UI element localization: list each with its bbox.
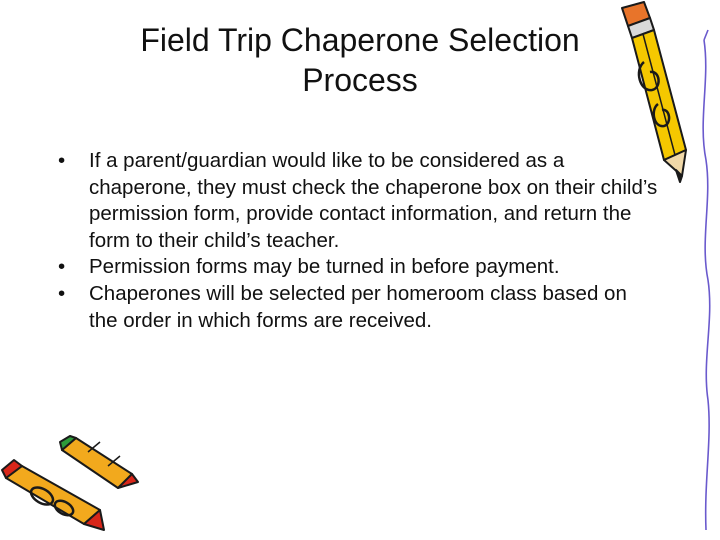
bullet-text: Chaperones will be selected per homeroom class based on the order in which forms are received. <box>89 281 627 332</box>
bullet-item <box>58 281 658 334</box>
slide-title: Field Trip Chaperone Selection Process <box>140 22 580 98</box>
bullet-marker: • <box>58 255 66 279</box>
bullet-list <box>58 148 658 334</box>
pencil-icon <box>600 0 720 540</box>
bullet-text: If a parent/guardian would like to be considered as a chaperone, they must check the chaperone box on their child’s permission form, provide contact information, and return the form to their child’s teacher. <box>89 149 658 252</box>
bullet-text: Permission forms may be turned in before payment. <box>89 255 560 279</box>
bullet-item <box>58 148 658 254</box>
bullet-item <box>58 254 658 281</box>
crayons-icon <box>0 430 140 540</box>
bullet-marker: • <box>58 281 66 305</box>
bullet-marker: • <box>58 149 66 172</box>
